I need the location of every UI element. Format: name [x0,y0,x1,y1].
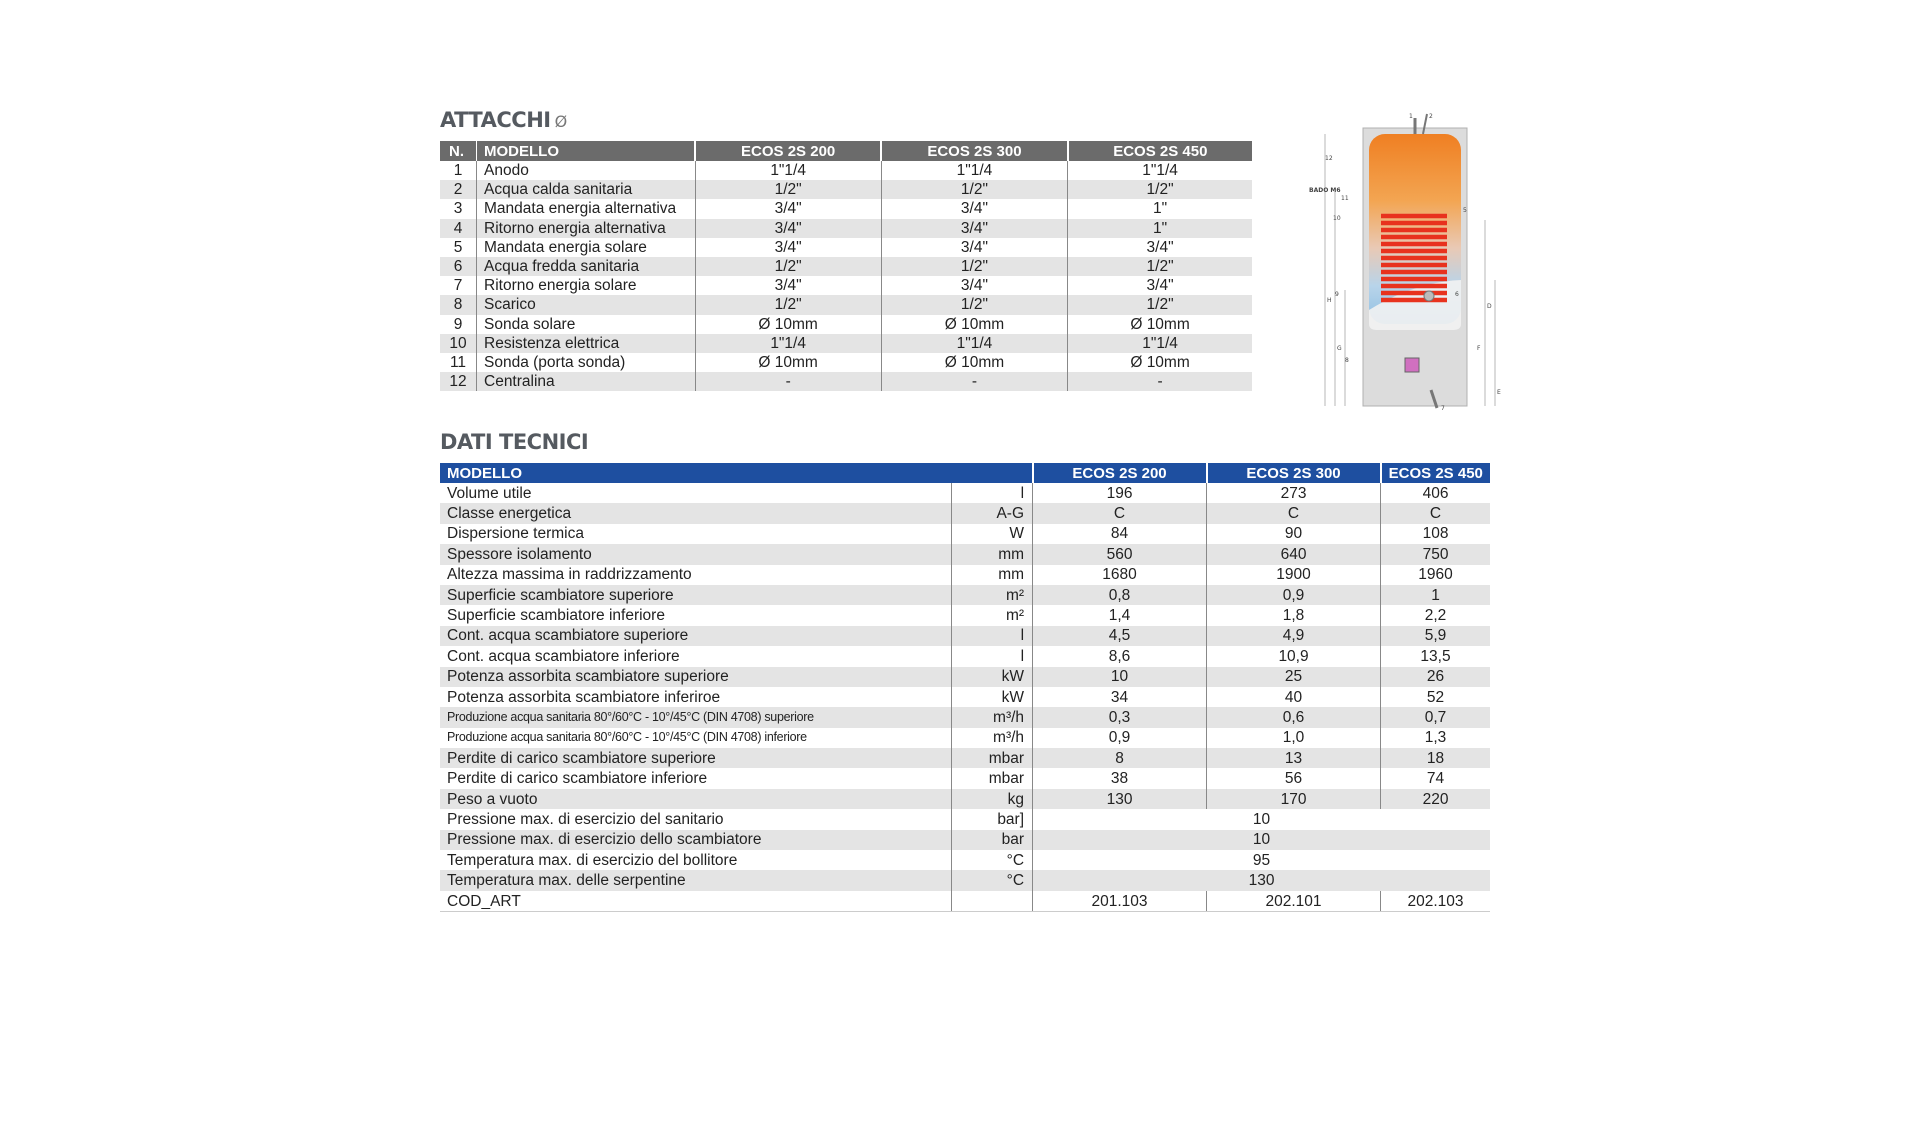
diagram-label-f: F [1477,345,1481,352]
dati-tecnici-title [440,430,588,454]
dati-tecnici-row [440,809,1490,829]
value-ecos-450: 52 [1381,687,1490,707]
value-ecos-300: 3/4" [881,219,1067,238]
diagram-label-6: 6 [1455,291,1459,298]
value-ecos-300: 1/2" [881,295,1067,314]
attacchi-row [440,372,1252,391]
row-unit [952,891,1033,912]
header-ecos-450: ECOS 2S 450 [1381,463,1490,483]
row-name: Sonda (porta sonda) [477,353,696,372]
dati-tecnici-row [440,646,1490,666]
value-ecos-200: 196 [1033,483,1207,503]
value-ecos-300: 40 [1207,687,1381,707]
value-ecos-200: 0,3 [1033,707,1207,727]
attacchi-table [440,141,1252,391]
value-ecos-200: 1"1/4 [695,334,881,353]
row-unit: mbar [952,768,1033,788]
value-ecos-200: 3/4" [695,199,881,218]
value-ecos-450: 26 [1381,667,1490,687]
diagram-label-10: 10 [1333,215,1341,222]
value-ecos-300: 56 [1207,768,1381,788]
value-ecos-200: 1/2" [695,257,881,276]
value-ecos-300: C [1207,503,1381,523]
value-ecos-450: 1/2" [1068,180,1252,199]
value-all-models: 130 [1033,870,1490,890]
dati-tecnici-row [440,687,1490,707]
diameter-symbol: Ø [554,112,567,131]
row-unit: l [952,646,1033,666]
dati-tecnici-row [440,789,1490,809]
row-name: Acqua fredda sanitaria [477,257,696,276]
value-ecos-300: 1,8 [1207,605,1381,625]
value-ecos-200: Ø 10mm [695,315,881,334]
diagram-label-2: 2 [1429,113,1433,120]
row-unit: kW [952,687,1033,707]
row-name: Produzione acqua sanitaria 80°/60°C - 10°/45°C (DIN 4708) inferiore [440,728,952,748]
attacchi-title-text: ATTACCHI [440,108,551,132]
row-unit: m³/h [952,707,1033,727]
value-ecos-200: 84 [1033,524,1207,544]
row-unit: kg [952,789,1033,809]
header-modello: MODELLO [477,141,696,161]
row-number: 1 [440,161,477,180]
attacchi-row [440,295,1252,314]
value-ecos-300: 25 [1207,667,1381,687]
value-ecos-200: Ø 10mm [695,353,881,372]
dati-tecnici-table [440,463,1490,912]
row-name: Ritorno energia alternativa [477,219,696,238]
value-ecos-450: Ø 10mm [1068,353,1252,372]
value-ecos-450: C [1381,503,1490,523]
row-number: 5 [440,238,477,257]
attacchi-row [440,199,1252,218]
diagram-label-12: 12 [1325,155,1333,162]
value-ecos-450: 5,9 [1381,626,1490,646]
row-number: 4 [440,219,477,238]
dati-tecnici-row [440,728,1490,748]
value-ecos-300: 1/2" [881,257,1067,276]
row-number: 9 [440,315,477,334]
value-ecos-450: 13,5 [1381,646,1490,666]
diagram-label-5: 5 [1463,207,1467,214]
value-ecos-200: 1680 [1033,565,1207,585]
row-unit: A-G [952,503,1033,523]
row-name: Centralina [477,372,696,391]
value-ecos-450: 108 [1381,524,1490,544]
value-ecos-200: 34 [1033,687,1207,707]
row-name: Superficie scambiatore inferiore [440,605,952,625]
row-unit: kW [952,667,1033,687]
value-ecos-300: 202.101 [1207,891,1381,912]
dati-tecnici-title-text: DATI TECNICI [440,430,589,454]
dati-tecnici-row [440,768,1490,788]
dati-tecnici-row [440,667,1490,687]
row-name: Potenza assorbita scambiatore superiore [440,667,952,687]
attacchi-row [440,161,1252,180]
value-ecos-200: 38 [1033,768,1207,788]
value-ecos-450: 18 [1381,748,1490,768]
value-ecos-300: 3/4" [881,276,1067,295]
row-name: Temperatura max. di esercizio del bollitore [440,850,952,870]
value-ecos-300: 1"1/4 [881,161,1067,180]
attacchi-row [440,219,1252,238]
value-ecos-300: 0,6 [1207,707,1381,727]
row-number: 6 [440,257,477,276]
dati-tecnici-row [440,707,1490,727]
value-ecos-300: 273 [1207,483,1381,503]
attacchi-row [440,334,1252,353]
value-ecos-200: 8 [1033,748,1207,768]
value-all-models: 10 [1033,809,1490,829]
value-ecos-300: - [881,372,1067,391]
row-name: Anodo [477,161,696,180]
value-ecos-200: 3/4" [695,219,881,238]
value-ecos-450: 0,7 [1381,707,1490,727]
attacchi-row [440,315,1252,334]
row-unit: m² [952,605,1033,625]
row-unit: bar [952,830,1033,850]
row-unit: m² [952,585,1033,605]
value-ecos-300: Ø 10mm [881,315,1067,334]
row-name: Dispersione termica [440,524,952,544]
value-ecos-300: 1/2" [881,180,1067,199]
row-name: Potenza assorbita scambiatore inferiroe [440,687,952,707]
row-number: 8 [440,295,477,314]
value-ecos-300: 3/4" [881,199,1067,218]
row-name: Acqua calda sanitaria [477,180,696,199]
value-ecos-450: 1/2" [1068,257,1252,276]
row-name: Superficie scambiatore superiore [440,585,952,605]
header-ecos-300: ECOS 2S 300 [1207,463,1381,483]
row-number: 7 [440,276,477,295]
row-unit: mbar [952,748,1033,768]
value-ecos-450: 1/2" [1068,295,1252,314]
row-unit: °C [952,850,1033,870]
row-number: 11 [440,353,477,372]
value-ecos-450: 1,3 [1381,728,1490,748]
diagram-label-1: 1 [1409,113,1413,120]
value-ecos-200: 10 [1033,667,1207,687]
dati-tecnici-row [440,565,1490,585]
row-name: Sonda solare [477,315,696,334]
header-ecos-300: ECOS 2S 300 [881,141,1067,161]
value-ecos-200: 3/4" [695,276,881,295]
attacchi-row [440,238,1252,257]
value-ecos-200: 1"1/4 [695,161,881,180]
row-name: Peso a vuoto [440,789,952,809]
row-number: 2 [440,180,477,199]
dati-tecnici-row [440,585,1490,605]
dati-tecnici-row [440,626,1490,646]
value-ecos-300: 10,9 [1207,646,1381,666]
value-ecos-200: C [1033,503,1207,523]
value-ecos-200: 1,4 [1033,605,1207,625]
dati-tecnici-row [440,891,1490,912]
diagram-label-9: 9 [1335,291,1339,298]
row-unit: mm [952,565,1033,585]
value-all-models: 95 [1033,850,1490,870]
row-name: Classe energetica [440,503,952,523]
resistor-flange [1405,358,1419,372]
diagram-label-8: 8 [1345,357,1349,364]
value-ecos-450: 750 [1381,544,1490,564]
dati-tecnici-header-row [440,463,1490,483]
value-ecos-300: 3/4" [881,238,1067,257]
probe-port [1424,291,1434,301]
value-ecos-200: 130 [1033,789,1207,809]
value-ecos-300: 13 [1207,748,1381,768]
value-ecos-300: 640 [1207,544,1381,564]
row-name: Temperatura max. delle serpentine [440,870,952,890]
dati-tecnici-row [440,503,1490,523]
value-ecos-200: 201.103 [1033,891,1207,912]
value-ecos-200: 3/4" [695,238,881,257]
value-ecos-450: 220 [1381,789,1490,809]
header-n: N. [440,141,477,161]
attacchi-title [440,108,567,132]
value-ecos-300: 1"1/4 [881,334,1067,353]
row-name: Resistenza elettrica [477,334,696,353]
value-ecos-300: 4,9 [1207,626,1381,646]
row-name: Cont. acqua scambiatore superiore [440,626,952,646]
value-ecos-200: 560 [1033,544,1207,564]
row-name: Produzione acqua sanitaria 80°/60°C - 10°/45°C (DIN 4708) superiore [440,707,952,727]
value-ecos-200: 4,5 [1033,626,1207,646]
value-ecos-450: 3/4" [1068,276,1252,295]
row-unit: bar] [952,809,1033,829]
value-ecos-450: 1 [1381,585,1490,605]
row-number: 10 [440,334,477,353]
row-unit: l [952,483,1033,503]
row-name: Scarico [477,295,696,314]
dati-tecnici-row [440,605,1490,625]
row-name: Perdite di carico scambiatore superiore [440,748,952,768]
value-all-models: 10 [1033,830,1490,850]
row-name: Pressione max. di esercizio del sanitario [440,809,952,829]
header-ecos-200: ECOS 2S 200 [695,141,881,161]
attacchi-row [440,276,1252,295]
value-ecos-450: 202.103 [1381,891,1490,912]
value-ecos-200: 8,6 [1033,646,1207,666]
diagram-label-g: G [1337,345,1342,352]
header-ecos-450: ECOS 2S 450 [1068,141,1252,161]
row-unit: m³/h [952,728,1033,748]
value-ecos-200: 1/2" [695,180,881,199]
value-ecos-200: - [695,372,881,391]
dati-tecnici-row [440,524,1490,544]
value-ecos-300: 0,9 [1207,585,1381,605]
row-name: Mandata energia alternativa [477,199,696,218]
diagram-label-7: 7 [1441,405,1445,412]
row-number: 12 [440,372,477,391]
value-ecos-450: 1"1/4 [1068,334,1252,353]
value-ecos-300: Ø 10mm [881,353,1067,372]
dati-tecnici-row [440,544,1490,564]
value-ecos-200: 0,9 [1033,728,1207,748]
value-ecos-450: 74 [1381,768,1490,788]
value-ecos-450: 406 [1381,483,1490,503]
value-ecos-300: 90 [1207,524,1381,544]
diagram-label-h: H [1327,297,1332,304]
value-ecos-300: 1,0 [1207,728,1381,748]
row-unit: °C [952,870,1033,890]
value-ecos-200: 1/2" [695,295,881,314]
dati-tecnici-row [440,830,1490,850]
diagram-label-11: 11 [1341,195,1349,202]
value-ecos-300: 170 [1207,789,1381,809]
attacchi-row [440,257,1252,276]
value-ecos-200: 0,8 [1033,585,1207,605]
value-ecos-450: 2,2 [1381,605,1490,625]
value-ecos-450: - [1068,372,1252,391]
dati-tecnici-row [440,870,1490,890]
dati-tecnici-row [440,748,1490,768]
row-number: 3 [440,199,477,218]
value-ecos-450: 1" [1068,199,1252,218]
row-name: Perdite di carico scambiatore inferiore [440,768,952,788]
attacchi-row [440,180,1252,199]
row-name: Ritorno energia solare [477,276,696,295]
row-name: Spessore isolamento [440,544,952,564]
row-unit: l [952,626,1033,646]
value-ecos-450: 1" [1068,219,1252,238]
coil [1381,216,1447,300]
row-name: Altezza massima in raddrizzamento [440,565,952,585]
row-name: Volume utile [440,483,952,503]
header-ecos-200: ECOS 2S 200 [1033,463,1207,483]
diagram-label-bado: BADO M6 [1309,187,1341,194]
value-ecos-450: 1960 [1381,565,1490,585]
dati-tecnici-row [440,483,1490,503]
row-unit: mm [952,544,1033,564]
value-ecos-450: 1"1/4 [1068,161,1252,180]
value-ecos-450: 3/4" [1068,238,1252,257]
diagram-label-e: E [1497,389,1501,396]
dati-tecnici-row [440,850,1490,870]
value-ecos-300: 1900 [1207,565,1381,585]
header-modello: MODELLO [440,463,1033,483]
row-name: Cont. acqua scambiatore inferiore [440,646,952,666]
row-name: COD_ART [440,891,952,912]
row-name: Pressione max. di esercizio dello scambiatore [440,830,952,850]
diagram-label-d: D [1487,303,1492,310]
value-ecos-450: Ø 10mm [1068,315,1252,334]
row-unit: W [952,524,1033,544]
attacchi-header-row [440,141,1252,161]
boiler-diagram [1305,110,1505,415]
row-name: Mandata energia solare [477,238,696,257]
attacchi-row [440,353,1252,372]
